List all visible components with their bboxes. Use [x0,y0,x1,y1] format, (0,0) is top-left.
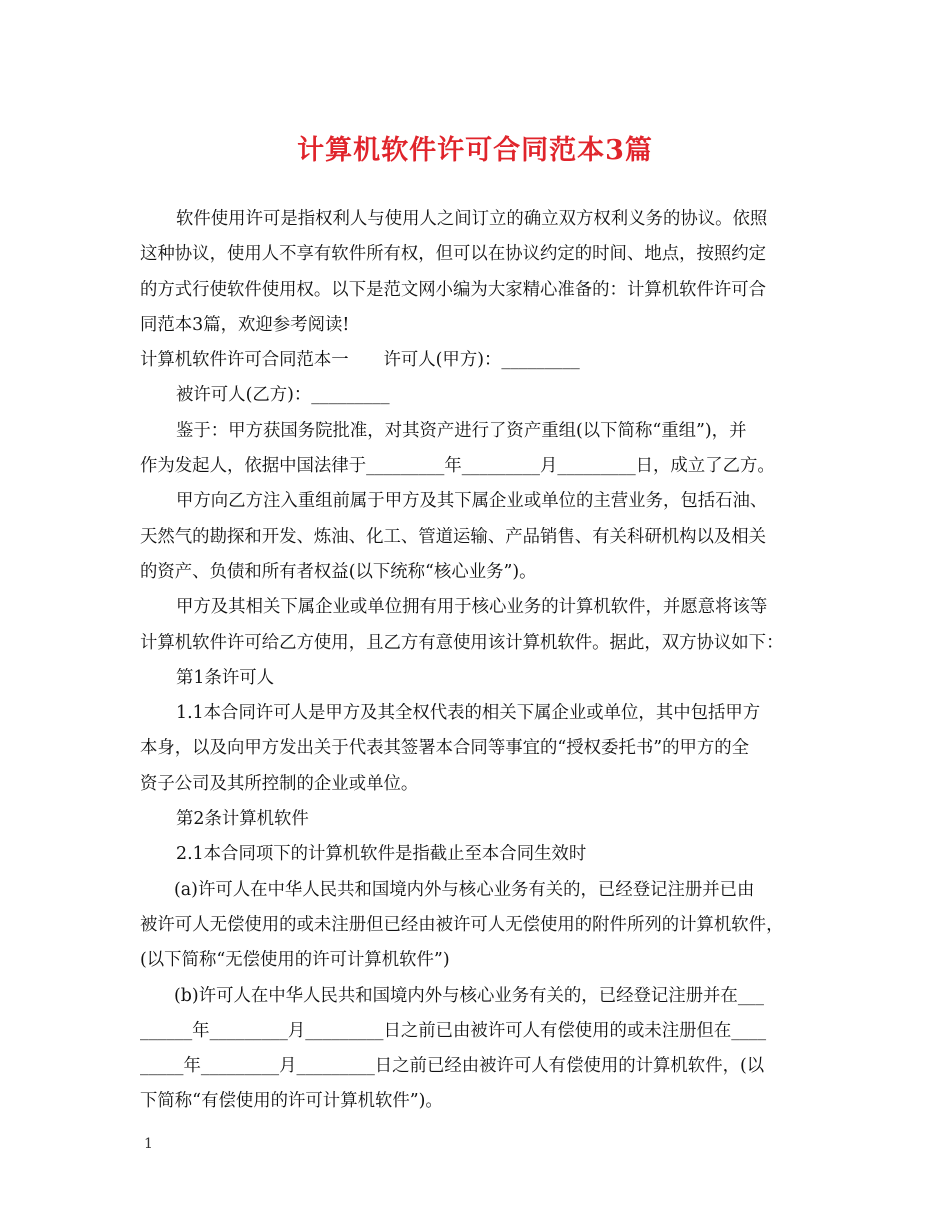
paragraph-line: 被许可人无偿使用的或未注册但已经由被许可人无偿使用的附件所列的计算机软件， [140,914,784,935]
paragraph-line: 甲方向乙方注入重组前属于甲方及其下属企业或单位的主营业务，包括石油、 [176,491,768,512]
page-number: 1 [144,1136,153,1152]
document-body [140,202,820,1120]
document-title: 计算机软件许可合同范本3篇 [297,135,653,166]
paragraph-line: 2.1本合同项下的计算机软件是指截止至本合同生效时 [176,844,587,865]
paragraph-line: 本身，以及向甲方发出关于代表其签署本合同等事宜的“授权委托书”的甲方的全 [140,738,750,759]
paragraph-line: (a)许可人在中华人民共和国境内外与核心业务有关的，已经登记注册并已由 [174,879,755,900]
paragraph-line: 甲方及其相关下属企业或单位拥有用于核心业务的计算机软件，并愿意将该等 [176,597,768,618]
article-heading: 第1条许可人 [176,667,275,688]
paragraph-line: 下简称“有偿使用的许可计算机软件”)。 [140,1091,443,1112]
paragraph-line: 被许可人(乙方)：_________ [176,385,390,406]
paragraph-line: _____年_________月_________日之前已经由被许可人有偿使用的计算机软件，(以 [140,1056,765,1077]
paragraph-line: 的资产、负债和所有者权益(以下统称“核心业务”)。 [140,561,537,582]
article-heading: 第2条计算机软件 [176,809,309,830]
paragraph-line: 软件使用许可是指权利人与使用人之间订立的确立双方权利义务的协议。依照 [176,209,768,229]
paragraph-line: 同范本3篇，欢迎参考阅读! [140,314,350,335]
paragraph-line: 天然气的勘探和开发、炼油、化工、管道运输、产品销售、有关科研机构以及相关 [140,526,767,547]
paragraph-line: 这种协议，使用人不享有软件所有权，但可以在协议约定的时间、地点，按照约定 [140,244,767,265]
paragraph-line: 的方式行使软件使用权。以下是范文网小编为大家精心准备的：计算机软件许可合 [140,279,767,300]
contract-heading-line: 计算机软件许可合同范本一 许可人(甲方)：_________ [140,350,580,371]
paragraph-line: 鉴于：甲方获国务院批准，对其资产进行了资产重组(以下简称“重组”)，并 [176,420,747,441]
paragraph-line: 资子公司及其所控制的企业或单位。 [140,773,419,794]
paragraph-line: (以下简称“无偿使用的许可计算机软件”) [140,950,450,971]
paragraph-line: ______年_________月_________日之前已由被许可人有偿使用的或未注册但在____ [140,1020,767,1041]
paragraph-line: 1.1本合同许可人是甲方及其全权代表的相关下属企业或单位，其中包括甲方 [176,703,761,724]
paragraph-line: 计算机软件许可给乙方使用，且乙方有意使用该计算机软件。据此，双方协议如下： [140,632,784,653]
paragraph-line: 作为发起人，依据中国法律于_________年_________月_________日，成立了乙方。 [140,456,775,477]
paragraph-line: (b)许可人在中华人民共和国境内外与核心业务有关的，已经登记注册并在___ [174,985,764,1006]
